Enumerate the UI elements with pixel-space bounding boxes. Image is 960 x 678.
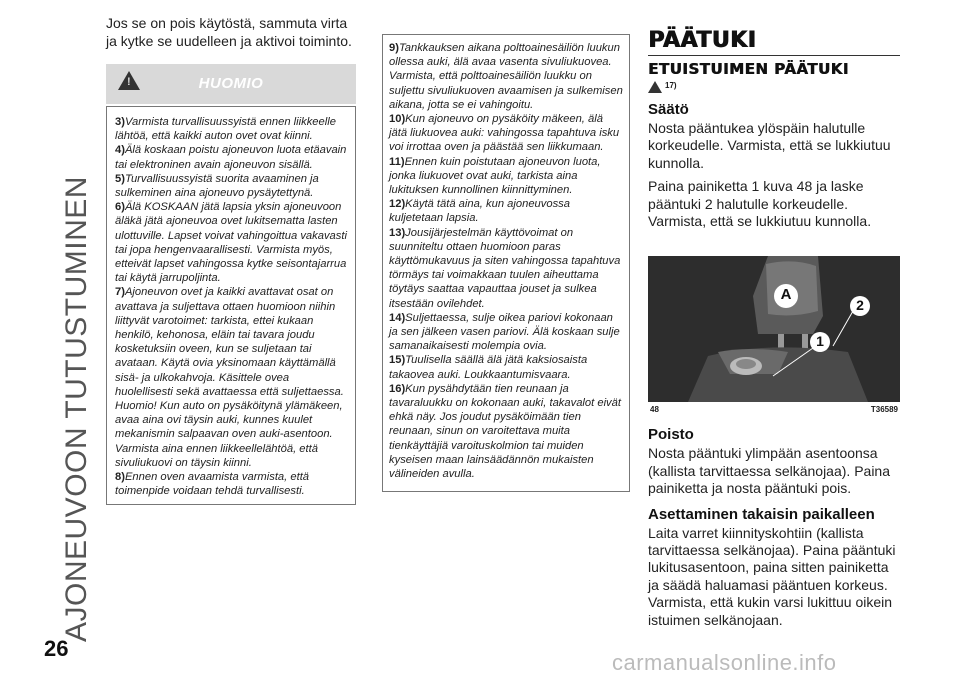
side-section-title: AJONEUVOON TUTUSTUMINEN	[60, 176, 93, 642]
note-item: 5)Turvallisuussyistä suorita avaaminen ja sulkeminen aina ajoneuvo pysäytettynä.	[115, 172, 319, 200]
note-item: 6)Älä KOSKAAN jätä lapsia yksin ajoneuvoon äläkä jätä ajoneuvoa ovet lukitsematta lasten ulottuville. Lapset voivat vahingoittua vakavasti tai jopa hengenvaarallisesti. Varmista myös, etteivät lapset vahingossa kytke seisontajarrua tai käytä jarrupoljinta.	[115, 201, 347, 285]
column-middle-notes-box	[382, 34, 630, 492]
column-left	[106, 14, 356, 505]
figure-code: T36589	[870, 405, 898, 415]
figure-label-2: 2	[856, 297, 864, 314]
note-item: 4)Älä koskaan poistu ajoneuvon luota etäavain tai elektroninen avain ajoneuvon sisällä.	[115, 144, 347, 171]
note-item: 8)Ennen oven avaamista varmista, että toimenpide voidaan tehdä turvallisesti.	[115, 471, 310, 498]
figure-label-a: A	[780, 286, 792, 304]
column-right	[648, 28, 900, 635]
section-heading: PÄÄTUKI	[648, 28, 757, 53]
note-item: 12)Käytä tätä aina, kun ajoneuvossa kuljetetaan lapsia.	[389, 198, 570, 225]
note-item: 3)Varmista turvallisuussyistä ennen liikkeelle lähtöä, että kaikki auton ovet ovat kiinni.	[115, 116, 336, 143]
note-item: 16)Kun pysähdytään tien reunaan ja tavaraluukku on kokonaan auki, takavalot eivät ehkä näy. Jos joudut pysäköimään tien reunaan, sinun on varoitettava muita tienkäyttäjiä varoituskolmion tai muiden kyseisen maan lainsäädännön mukaisten välineiden avulla.	[389, 382, 621, 481]
note-item: 9)Tankkauksen aikana polttoainesäiliön luukun ollessa auki, älä avaa vasenta sivuliukuovea. Varmista, että polttoainesäiliön luukku on suljettu sivuliukuoven avaamisen ja sulkemisen aikana, jotta se ei vahingoitu.	[389, 42, 623, 111]
note-item: 14)Suljettaessa, sulje oikea pariovi kokonaan ja sen jälkeen vasen pariovi. Älä koskaan sulje samanaikaisesti molempia ovia.	[389, 311, 620, 353]
note-item: 15)Tuulisella säällä älä jätä kaksiosaista takaovea auki. Loukkaantumisvaara.	[389, 354, 588, 381]
warning-header	[106, 64, 356, 104]
note-item: 10)Kun ajoneuvo on pysäköity mäkeen, älä jätä liukuovea auki: vahingossa tapahtuva isku voi irrottaa oven ja päästää sen liikkumaan.	[389, 113, 620, 154]
figure-caption	[648, 405, 900, 414]
warning-icon: !	[118, 71, 140, 90]
headrest-figure	[648, 256, 900, 402]
removal-paragraph: Nosta pääntuki ylimpään asentoonsa (kallista tarvittaessa selkänojaa). Paina painiketta ja nosta pääntuki pois.	[648, 445, 891, 497]
warning-title: HUOMIO	[198, 75, 264, 92]
watermark: carmanualsonline.info	[612, 650, 837, 675]
figure-label-1: 1	[816, 333, 824, 350]
headrest-illustration	[648, 256, 900, 402]
intro-paragraph: Jos se on pois käytöstä, sammuta virta ja kytke se uudelleen ja aktivoi toiminto.	[106, 15, 352, 49]
figure-number: 48	[650, 405, 659, 415]
refit-title: Asettaminen takaisin paikalleen	[648, 505, 875, 523]
note-item: 13)Jousijärjestelmän käyttövoimat on suunniteltu ottaen huomioon paras käyttömukavuus ja siten vahingossa tapahtuva törmäys tai voimakkaan tuulen aiheuttama töytäys saattaa vapauttaa jouset ja sulkea itsestään ovilehdet.	[389, 226, 621, 310]
page-number: 26	[44, 636, 69, 661]
removal-title: Poisto	[648, 426, 694, 444]
heading-rule	[648, 55, 900, 56]
note-item: 11)Ennen kuin poistutaan ajoneuvon luota, jonka liukuovet ovat auki, tarkista aina lukituksen kunnollinen kiinnittyminen.	[389, 155, 601, 197]
adjust-paragraph-1: Nosta pääntukea ylöspäin halutulle korkeudelle. Varmista, että se lukkiutuu kunnolla.	[648, 120, 891, 171]
subsection-heading: ETUISTUIMEN PÄÄTUKI	[648, 60, 849, 78]
warning-notes-box	[106, 106, 356, 505]
refit-paragraph: Laita varret kiinnityskohtiin (kallista tarvittaessa selkänojaa). Paina pääntuki lukitusasentoon, paina sitten painiketta ja säädä haluamasi pääntuen korkeus. Varmista, että kukin varsi lukittuu oikein istuimen selkänojaan.	[648, 524, 896, 628]
adjust-paragraph-2: Paina painiketta 1 kuva 48 ja laske pääntuki 2 halutulle korkeudelle. Varmista, että se lukkiutuu kunnolla.	[648, 178, 872, 230]
adjust-title: Säätö	[648, 101, 689, 118]
warning-triangle-icon	[648, 81, 662, 93]
note-item: 7)Ajoneuvon ovet ja kaikki avattavat osat on avattava ja suljettava ottaen huomioon niihin liittyvät varotoimet: tarkista, ettei kukaan henkilö, kehonosa, eläin tai tavara joudu kosketuksiin oveen, kun se suljetaan tai avataan. Käytä ovia yksinomaan käyttämällä sisä- ja ulkokahvoja. Käsittele ovea huolellisesti sekä avattaessa että suljettaessa. Huomio! Kun auto on pysäköitynä ylämäkeen, avaa aina ovi täysin auki, kunnes kuulet mekanismin salpaavan oven auki-asentoon. Varmista aina ennen liikkeellelähtöä, että sivuliukuovi on täysin kiinni.	[115, 286, 344, 469]
warning-reference: 17)	[648, 81, 900, 93]
